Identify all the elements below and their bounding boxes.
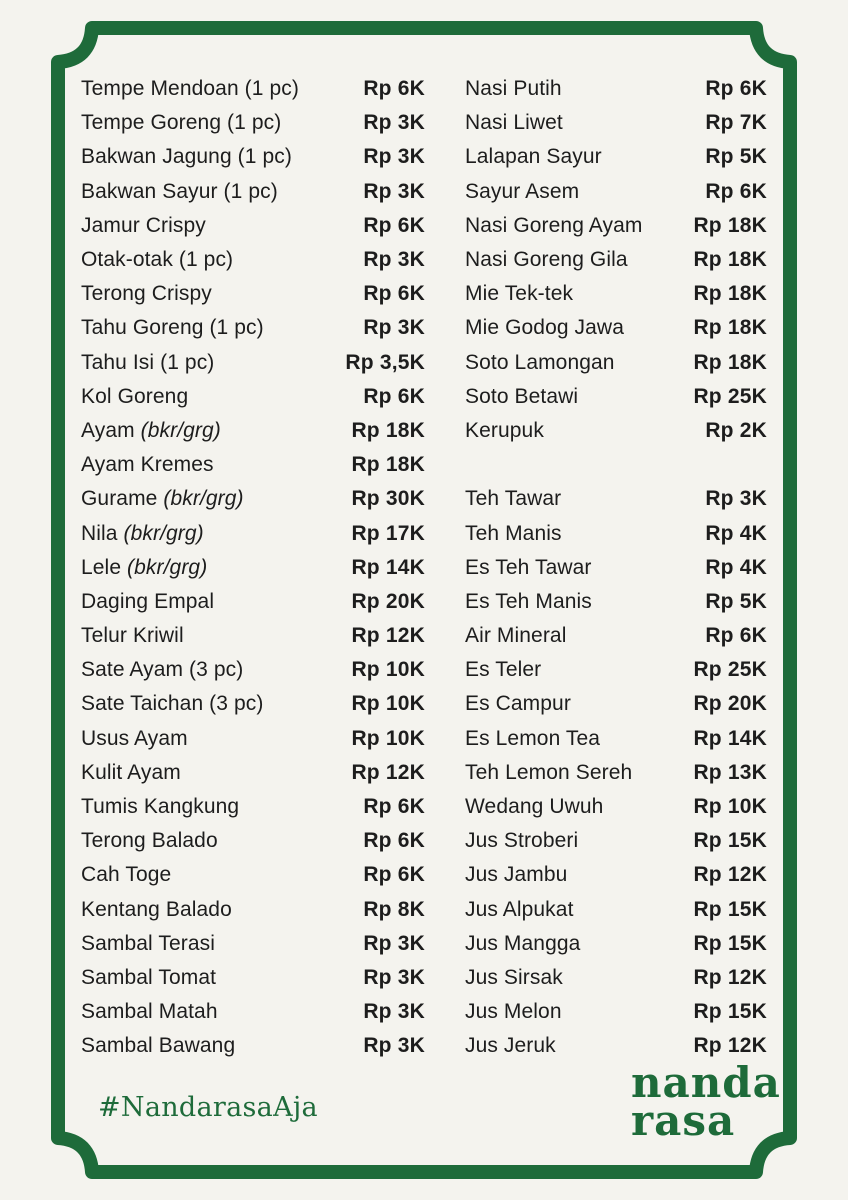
menu-item-label: Terong Crispy [81,282,212,306]
menu-item-label: Daging Empal [81,589,215,613]
menu-item-name [81,111,281,135]
menu-item-label: Jus Stroberi [465,829,579,853]
menu-item-name [465,829,578,853]
menu-item-price: Rp 25K [693,384,767,408]
menu-item-price: Rp 3K [363,1000,425,1024]
menu-item-label: Nasi Liwet [465,111,563,135]
menu-item-price: Rp 14K [693,726,767,750]
menu-item-row [81,311,425,345]
menu-item-label: Es Teh Tawar [465,555,592,579]
menu-item-price: Rp 15K [693,897,767,921]
menu-item-price: Rp 3,5K [345,350,425,374]
menu-item-name [465,111,563,135]
menu-item-price: Rp 3K [363,1034,425,1058]
menu-item-label: Sambal Tomat [81,965,217,989]
menu-item-row [465,756,767,790]
menu-item-price: Rp 18K [693,248,767,272]
menu-item-label: Kol Goreng [81,384,189,408]
menu-item-label: Cah Toge [81,863,172,887]
menu-item-price: Rp 6K [363,829,425,853]
menu-column-right [465,72,767,1063]
menu-item-price: Rp 14K [351,555,425,579]
menu-item-label: Otak-otak (1 pc) [81,248,234,272]
menu-item-row [465,209,767,243]
menu-item-row [81,551,425,585]
menu-item-price: Rp 6K [363,795,425,819]
menu-item-label: Sambal Matah [81,1000,218,1024]
menu-item-row [465,140,767,174]
menu-item-name [81,624,184,648]
menu-item-name [81,1034,235,1058]
menu-item-row [465,722,767,756]
menu-item-price: Rp 6K [363,863,425,887]
menu-item-name [465,624,566,648]
menu-item-price: Rp 30K [351,487,425,511]
menu-item-price: Rp 3K [363,931,425,955]
menu-item-row [465,551,767,585]
menu-item-name [81,658,243,682]
menu-item-name [81,829,218,853]
menu-item-label: Tahu Isi (1 pc) [81,350,215,374]
menu-item-price: Rp 6K [705,77,767,101]
menu-item-row [81,106,425,140]
menu-column-left [81,72,425,1063]
menu-item-label: Kulit Ayam [81,760,181,784]
menu-item-price: Rp 18K [351,453,425,477]
menu-item-row [81,72,425,106]
menu-item-name [81,487,244,511]
menu-item-name [465,590,592,614]
menu-item-name [465,556,592,580]
menu-item-row [81,209,425,243]
menu-item-price: Rp 20K [693,692,767,716]
menu-item-row [465,414,767,448]
menu-item-row [465,687,767,721]
menu-item-name [81,77,299,101]
menu-item-row [81,756,425,790]
menu-item-label: Tumis Kangkung [81,795,240,819]
menu-item-row [465,893,767,927]
menu-item-price: Rp 10K [351,658,425,682]
menu-item-row [465,346,767,380]
menu-item-label: Sambal Terasi [81,931,215,955]
menu-item-name [465,77,562,101]
menu-item-name [81,419,221,443]
menu-item-price: Rp 4K [705,521,767,545]
menu-item-label: Nila [81,521,124,545]
menu-item-row [81,653,425,687]
menu-item-label: Ayam [81,418,141,442]
menu-item-row [465,653,767,687]
menu-item-name [465,248,628,272]
menu-item-label: Lele [81,555,128,579]
menu-item-label: Terong Balado [81,829,218,853]
menu-item-price: Rp 6K [363,77,425,101]
menu-item-price: Rp 12K [693,965,767,989]
menu-item-name [465,214,642,238]
menu-item-label: Soto Lamongan [465,350,615,374]
menu-item-name [81,556,207,580]
menu-item-row [465,585,767,619]
menu-item-row [81,243,425,277]
menu-item-note: (bkr/grg) [127,555,208,579]
menu-item-row [81,585,425,619]
menu-item-name [465,932,580,956]
menu-item-price: Rp 12K [351,760,425,784]
menu-item-price: Rp 6K [705,179,767,203]
menu-item-row [81,824,425,858]
menu-item-name [81,932,215,956]
menu-item-name [465,727,600,751]
menu-item-name [81,385,188,409]
menu-item-price: Rp 12K [351,624,425,648]
menu-item-row [465,380,767,414]
menu-item-row [81,687,425,721]
brand-logo-line1: nanda [631,1058,781,1107]
menu-item-price: Rp 15K [693,1000,767,1024]
menu-item-label: Sate Ayam (3 pc) [81,658,244,682]
menu-item-row [81,414,425,448]
menu-item-label: Nasi Putih [465,77,562,101]
menu-item-price: Rp 18K [693,282,767,306]
menu-item-label: Jamur Crispy [81,213,206,237]
menu-item-row [81,619,425,653]
menu-item-name [465,692,571,716]
menu-item-label: Es Lemon Tea [465,726,601,750]
menu-item-row [465,106,767,140]
menu-item-label: Sambal Bawang [81,1034,236,1058]
menu-item-label: Gurame [81,487,164,511]
menu-item-name [81,692,263,716]
menu-item-label: Kerupuk [465,418,544,442]
menu-item-price: Rp 3K [363,145,425,169]
menu-item-price: Rp 15K [693,829,767,853]
menu-item-name [81,1000,218,1024]
menu-item-name [465,658,541,682]
menu-item-name [81,214,206,238]
menu-item-row [81,346,425,380]
menu-item-row [81,175,425,209]
menu-item-price: Rp 10K [351,692,425,716]
menu-item-price: Rp 6K [705,624,767,648]
menu-item-name [465,863,567,887]
menu-item-name [465,966,563,990]
menu-item-name [81,282,212,306]
menu-item-label: Teh Lemon Sereh [465,760,633,784]
menu-item-name [465,522,562,546]
menu-item-row [465,482,767,516]
menu-item-row [81,722,425,756]
menu-item-row [465,824,767,858]
menu-item-name [81,863,171,887]
menu-item-label: Nasi Goreng Gila [465,248,628,272]
brand-logo-line2: rasa [631,1096,736,1145]
menu-item-label: Tempe Mendoan (1 pc) [81,77,299,101]
menu-item-label: Jus Jeruk [465,1034,556,1058]
menu-item-row [81,140,425,174]
menu-item-label: Es Campur [465,692,571,716]
menu-item-name [81,180,278,204]
menu-item-row [465,995,767,1029]
menu-item-row [81,995,425,1029]
menu-item-name [81,795,239,819]
menu-item-name [81,351,214,375]
menu-item-name [465,385,578,409]
menu-item-price: Rp 18K [693,213,767,237]
menu-item-name [81,898,232,922]
menu-item-row [465,175,767,209]
menu-item-price: Rp 6K [363,282,425,306]
menu-item-row [465,619,767,653]
menu-item-label: Jus Melon [465,1000,562,1024]
menu-item-price: Rp 6K [363,384,425,408]
menu-item-label: Jus Alpukat [465,897,574,921]
menu-item-price: Rp 15K [693,931,767,955]
menu-item-label: Jus Mangga [465,931,581,955]
menu-item-price: Rp 12K [693,863,767,887]
menu-item-price: Rp 18K [693,316,767,340]
menu-item-label: Teh Manis [465,521,562,545]
menu-item-name [465,351,615,375]
menu-item-row [81,1029,425,1063]
menu-item-label: Jus Jambu [465,863,568,887]
menu-item-name [81,761,181,785]
menu-item-row [465,311,767,345]
menu-item-price: Rp 3K [363,316,425,340]
menu-item-row [81,380,425,414]
menu-item-name [81,727,188,751]
menu-item-label: Usus Ayam [81,726,188,750]
menu-item-label: Nasi Goreng Ayam [465,213,643,237]
menu-item-row [465,790,767,824]
menu-item-price: Rp 12K [693,1034,767,1058]
menu-item-label: Tahu Goreng (1 pc) [81,316,264,340]
menu-item-name [465,180,579,204]
menu-item-name [81,248,233,272]
menu-item-label: Tempe Goreng (1 pc) [81,111,282,135]
menu-item-name [465,487,561,511]
menu-item-price: Rp 3K [363,965,425,989]
menu-item-name [465,316,624,340]
menu-item-price: Rp 2K [705,418,767,442]
menu-item-price: Rp 25K [693,658,767,682]
brand-logo [631,1058,801,1145]
menu-item-label: Teh Tawar [465,487,562,511]
menu-item-price: Rp 3K [363,248,425,272]
hashtag-text: #NandarasaAja [98,1092,318,1123]
menu-item-label: Bakwan Sayur (1 pc) [81,179,278,203]
menu-item-name [465,898,574,922]
menu-item-label: Es Teler [465,658,542,682]
menu-item-row [465,277,767,311]
menu-item-price: Rp 20K [351,589,425,613]
menu-item-label: Air Mineral [465,624,567,648]
menu-item-name [465,795,603,819]
menu-item-price: Rp 10K [351,726,425,750]
menu-item-name [465,145,602,169]
menu-item-row [81,277,425,311]
menu-item-name [465,282,573,306]
menu-item-note: (bkr/grg) [123,521,204,545]
menu-item-price: Rp 8K [363,897,425,921]
menu-item-label: Sayur Asem [465,179,580,203]
menu-item-label: Es Teh Manis [465,589,592,613]
menu-item-price: Rp 3K [363,179,425,203]
menu-item-row [465,927,767,961]
menu-item-row [465,72,767,106]
menu-item-name [81,966,216,990]
menu-item-price: Rp 4K [705,555,767,579]
menu-item-row [465,961,767,995]
menu-item-price: Rp 7K [705,111,767,135]
menu-item-label: Mie Tek-tek [465,282,574,306]
menu-item-row [465,516,767,550]
menu-item-row [81,893,425,927]
menu-item-name [81,453,214,477]
menu-item-name [81,522,204,546]
menu-item-label: Telur Kriwil [81,624,184,648]
menu-item-name [465,761,632,785]
menu-item-price: Rp 3K [363,111,425,135]
menu-item-price: Rp 13K [693,760,767,784]
menu-item-label: Jus Sirsak [465,965,563,989]
menu-item-price: Rp 10K [693,795,767,819]
menu-item-price: Rp 17K [351,521,425,545]
menu-item-price: Rp 5K [705,145,767,169]
menu-item-price: Rp 18K [351,418,425,442]
menu-item-note: (bkr/grg) [140,418,221,442]
menu-item-row [81,516,425,550]
menu-item-label: Mie Godog Jawa [465,316,624,340]
menu-item-price: Rp 5K [705,589,767,613]
menu-item-name [465,419,544,443]
menu-item-label: Sate Taichan (3 pc) [81,692,264,716]
menu-item-price: Rp 3K [705,487,767,511]
menu-item-label: Ayam Kremes [81,453,214,477]
menu-item-name [81,145,292,169]
menu-item-name [81,590,214,614]
menu-item-name [81,316,264,340]
menu-item-name [465,1034,556,1058]
menu-item-row [81,961,425,995]
menu-item-row [81,482,425,516]
menu-item-label: Soto Betawi [465,384,579,408]
menu-item-row [81,790,425,824]
menu-item-row [81,927,425,961]
menu-item-row [81,858,425,892]
menu-item-price: Rp 18K [693,350,767,374]
menu-item-row [465,858,767,892]
menu-item-row [81,448,425,482]
menu-item-label: Lalapan Sayur [465,145,602,169]
menu-item-label: Wedang Uwuh [465,795,604,819]
menu-item-name [465,1000,562,1024]
menu-item-label: Kentang Balado [81,897,232,921]
menu-item-note: (bkr/grg) [163,487,244,511]
menu-item-price: Rp 6K [363,213,425,237]
menu-item-row [465,243,767,277]
section-spacer [465,448,767,482]
menu-item-label: Bakwan Jagung (1 pc) [81,145,292,169]
